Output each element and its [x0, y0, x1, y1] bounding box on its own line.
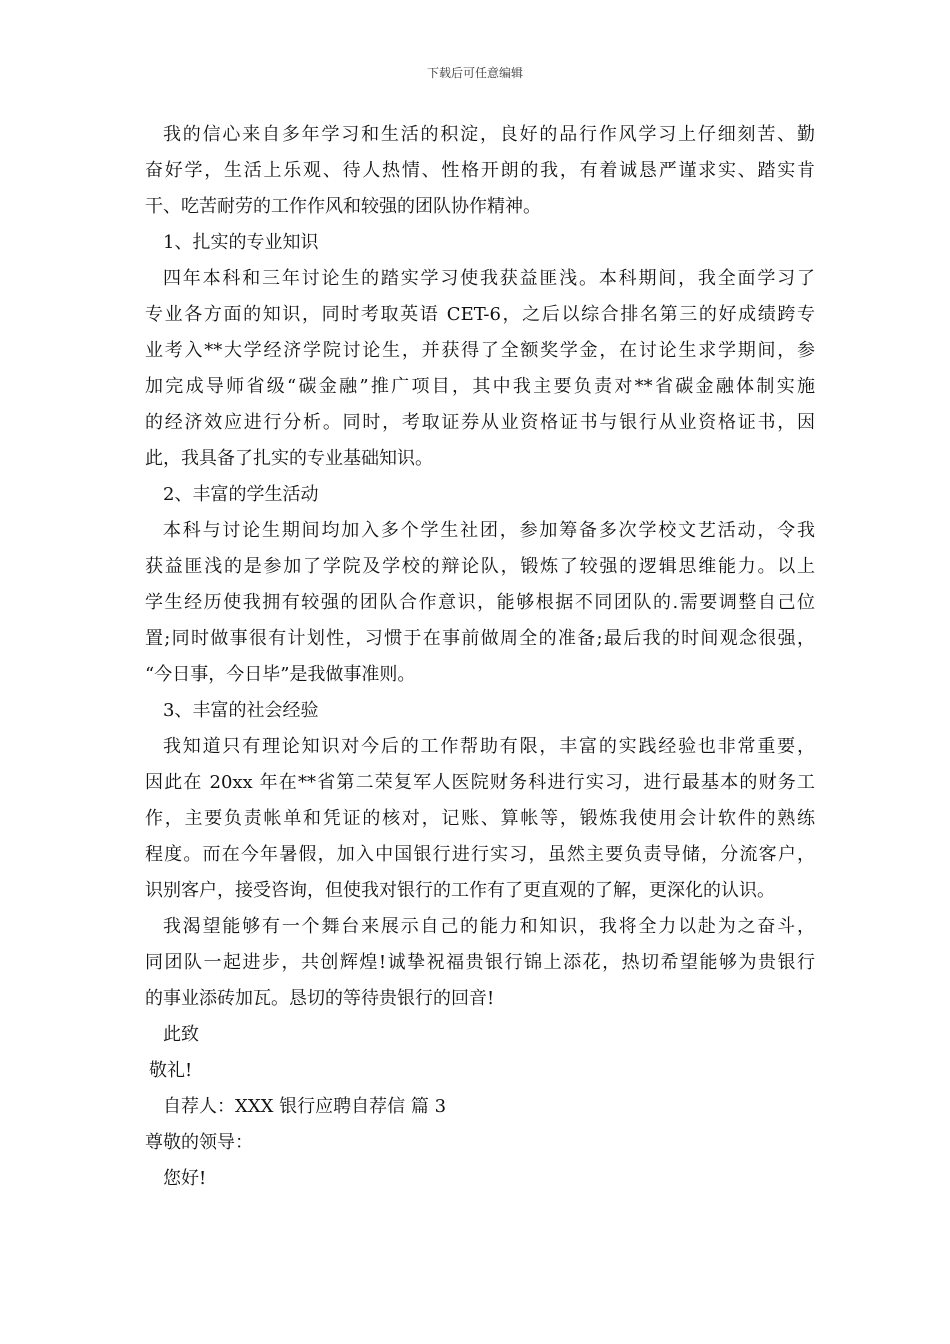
paragraph-line: 识别客户，接受咨询，但使我对银行的工作有了更直观的了解，更深化的认识。	[145, 880, 775, 901]
paragraph-line: 本科与讨论生期间均加入多个学生社团，参加筹备多次学校文艺活动，令我	[163, 520, 815, 541]
greeting: 您好!	[163, 1168, 207, 1189]
section-heading: 1、扎实的专业知识	[163, 232, 319, 253]
paragraph-line: “今日事，今日毕”是我做事准则。	[145, 664, 416, 685]
paragraph-line: 此，我具备了扎实的专业基础知识。	[145, 448, 433, 469]
closing-salute: 敬礼!	[149, 1060, 193, 1081]
paragraph-line: 干、吃苦耐劳的工作作风和较强的团队协作精神。	[145, 196, 541, 217]
paragraph-line: 作，主要负责帐单和凭证的核对，记账、算帐等，锻炼我使用会计软件的熟练	[145, 808, 815, 829]
paragraph-line: 四年本科和三年讨论生的踏实学习使我获益匪浅。本科期间，我全面学习了	[163, 268, 815, 289]
paragraph-line: 加完成导师省级“碳金融”推广项目，其中我主要负责对**省碳金融体制实施	[145, 376, 815, 397]
page-header-note: 下载后可任意编辑	[426, 66, 523, 80]
paragraph-line: 获益匪浅的是参加了学院及学校的辩论队，锻炼了较强的逻辑思维能力。以上	[145, 556, 815, 577]
section-heading: 3、丰富的社会经验	[163, 700, 319, 721]
salutation: 尊敬的领导：	[145, 1132, 253, 1153]
signature-line: 自荐人：XXX 银行应聘自荐信 篇 3	[163, 1096, 447, 1117]
paragraph-line: 的经济效应进行分析。同时，考取证券从业资格证书与银行从业资格证书，因	[145, 412, 815, 433]
section-heading: 2、丰富的学生活动	[163, 484, 319, 505]
document-body	[145, 117, 815, 1197]
paragraph-line: 我知道只有理论知识对今后的工作帮助有限，丰富的实践经验也非常重要，	[163, 736, 815, 757]
paragraph-line: 程度。而在今年暑假，加入中国银行进行实习，虽然主要负责导储，分流客户，	[145, 844, 815, 865]
paragraph-line: 同团队一起进步，共创辉煌!诚挚祝福贵银行锦上添花，热切希望能够为贵银行	[145, 952, 815, 973]
paragraph-line: 专业各方面的知识，同时考取英语 CET-6，之后以综合排名第三的好成绩跨专	[145, 304, 815, 325]
paragraph-line: 因此在 20xx 年在**省第二荣复军人医院财务科进行实习，进行最基本的财务工	[145, 772, 815, 793]
paragraph-line: 学生经历使我拥有较强的团队合作意识，能够根据不同团队的.需要调整自己位	[145, 592, 815, 613]
closing-line: 此致	[163, 1024, 199, 1045]
paragraph-line: 业考入**大学经济学院讨论生，并获得了全额奖学金，在讨论生求学期间，参	[145, 340, 815, 361]
paragraph-line: 奋好学，生活上乐观、待人热情、性格开朗的我，有着诚恳严谨求实、踏实肯	[145, 160, 815, 181]
paragraph-line: 的事业添砖加瓦。恳切的等待贵银行的回音!	[145, 988, 495, 1009]
paragraph-line: 置;同时做事很有计划性，习惯于在事前做周全的准备;最后我的时间观念很强，	[145, 628, 815, 649]
paragraph-line: 我的信心来自多年学习和生活的积淀，良好的品行作风学习上仔细刻苦、勤	[163, 124, 815, 145]
paragraph-line: 我渴望能够有一个舞台来展示自己的能力和知识，我将全力以赴为之奋斗，	[163, 916, 815, 937]
